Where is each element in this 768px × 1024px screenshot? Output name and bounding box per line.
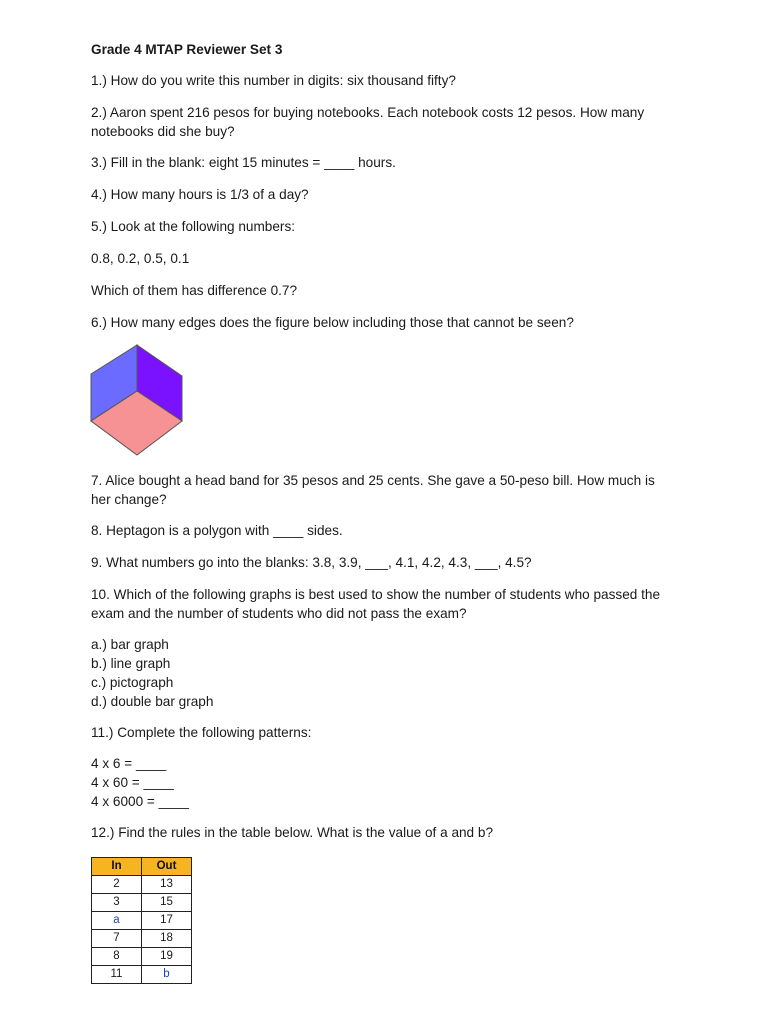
question-5: 5.) Look at the following numbers: [91,219,296,234]
question-5-prompt: Which of them has difference 0.7? [91,283,298,298]
header-in: In [92,858,142,876]
option-c: c.) pictograph [91,675,174,690]
option-d: d.) double bar graph [91,694,214,709]
cube-figure [89,343,185,458]
question-1: 1.) How do you write this number in digits: six thousand fifty? [91,73,456,88]
option-b: b.) line graph [91,656,171,671]
question-3: 3.) Fill in the blank: eight 15 minutes = ____ hours. [91,155,396,170]
question-8: 8. Heptagon is a polygon with ____ sides. [91,523,343,538]
question-7-line-2: her change? [91,492,167,507]
pattern-1: 4 x 6 = ____ [91,756,167,771]
cell-in: 8 [92,948,142,966]
table-row [92,966,192,984]
question-2 [91,103,691,141]
cell-out: 15 [142,894,192,912]
pattern-3: 4 x 6000 = ____ [91,794,189,809]
option-a: a.) bar graph [91,637,169,652]
cell-out-variable-b: b [142,966,192,984]
question-9: 9. What numbers go into the blanks: 3.8, 3.9, ___, 4.1, 4.2, 4.3, ___, 4.5? [91,555,532,570]
cell-out: 18 [142,930,192,948]
cell-out: 13 [142,876,192,894]
pattern-2: 4 x 60 = ____ [91,775,174,790]
cell-in: 3 [92,894,142,912]
question-7 [91,471,691,509]
question-4: 4.) How many hours is 1/3 of a day? [91,187,309,202]
cell-in: 11 [92,966,142,984]
cell-in-variable-a: a [92,912,142,930]
table-row [92,894,192,912]
question-11-patterns [91,754,691,811]
question-11: 11.) Complete the following patterns: [91,725,312,740]
table-row [92,930,192,948]
question-10-line-1: 10. Which of the following graphs is best used to show the number of students who passed the [91,587,661,602]
cell-in: 7 [92,930,142,948]
question-10-options [91,635,691,711]
question-6: 6.) How many edges does the figure below including those that cannot be seen? [91,315,574,330]
question-10 [91,585,691,623]
table-row [92,948,192,966]
cell-in: 2 [92,876,142,894]
table-header-row [92,858,192,876]
question-2-line-1: 2.) Aaron spent 216 pesos for buying notebooks. Each notebook costs 12 pesos. How many [91,105,645,120]
cell-out: 17 [142,912,192,930]
question-10-line-2: exam and the number of students who did not pass the exam? [91,606,467,621]
table-row [92,912,192,930]
table-row [92,876,192,894]
header-out: Out [142,858,192,876]
question-2-line-2: notebooks did she buy? [91,124,235,139]
question-7-line-1: 7. Alice bought a head band for 35 pesos and 25 cents. She gave a 50-peso bill. How much is [91,473,655,488]
cell-out: 19 [142,948,192,966]
question-12: 12.) Find the rules in the table below. What is the value of a and b? [91,825,494,840]
worksheet-title: Grade 4 MTAP Reviewer Set 3 [91,42,283,57]
question-5-numbers: 0.8, 0.2, 0.5, 0.1 [91,251,190,266]
rules-table [91,857,192,984]
